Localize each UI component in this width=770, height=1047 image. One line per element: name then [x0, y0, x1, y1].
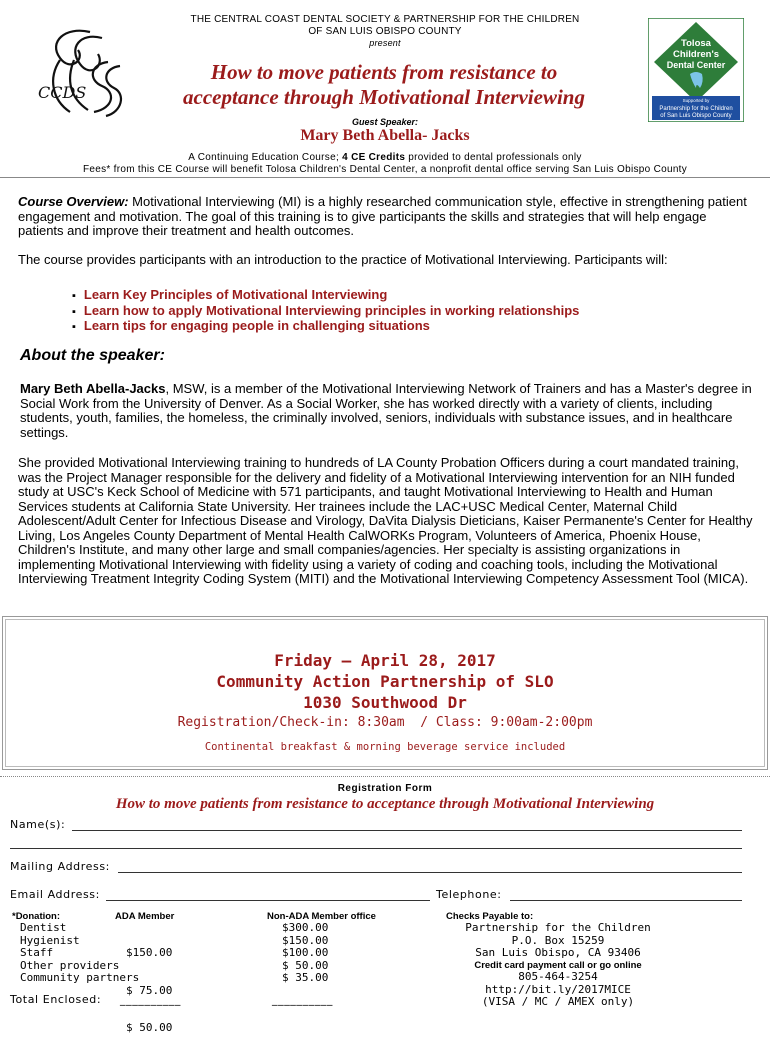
- total-enclosed-label: Total Enclosed:: [10, 993, 102, 1006]
- event-times: Registration/Check-in: 8:30am / Class: 9:00am-2:00pm: [177, 715, 593, 730]
- credit-card-header: Credit card payment call or go online: [474, 960, 642, 971]
- about-speaker-heading: About the speaker:: [20, 347, 165, 364]
- ada-price-hygienist: $ 75.00: [126, 983, 173, 997]
- total-enclosed-nonada-field[interactable]: __________: [272, 993, 333, 1006]
- present-label: present: [369, 38, 401, 48]
- svg-text:Supported by: Supported by: [682, 98, 710, 103]
- donation-roles: [20, 922, 139, 985]
- event-breakfast: Continental breakfast & morning beverage service included: [204, 741, 566, 753]
- names-field[interactable]: [72, 830, 742, 831]
- nonada-price-staff: $100.00: [282, 946, 329, 959]
- payment-phone: 805-464-3254: [518, 970, 598, 983]
- course-title-line-2: acceptance through Motivational Interviewing: [183, 85, 585, 109]
- mailing-address-field[interactable]: [118, 872, 742, 873]
- role-other-providers: Other providers: [20, 958, 120, 972]
- tolosa-dental-center-logo: [648, 18, 744, 122]
- header-divider: [0, 177, 770, 178]
- form-divider: [0, 776, 770, 777]
- speaker-bio-name: Mary Beth Abella-Jacks: [20, 381, 166, 396]
- total-enclosed-ada-field[interactable]: __________: [120, 993, 181, 1006]
- list-item: ▪ Learn how to apply Motivational Interviewing principles in working relationships: [72, 304, 722, 320]
- about-paragraph-1: Mary Beth Abella-Jacks, MSW, is a member of the Motivational Interviewing Network of Trainers and has a Master's degree in Social Work from the University of Denver. As a Social Worker, she has worked directly with a variety of clients, including students, youth, families, the homeless, the criminally involved, seniors, individuals with substance issues, and in healthcare settings.: [20, 381, 752, 440]
- ce-credits: 4 CE Credits: [342, 152, 406, 163]
- org-line-1: THE CENTRAL COAST DENTAL SOCIETY & PARTNERSHIP FOR THE CHILDREN: [190, 14, 580, 25]
- nonada-price-dentist: $300.00: [282, 921, 329, 934]
- fees-line: Fees* from this CE Course will benefit Tolosa Children's Dental Center, a nonprofit dental office serving San Luis Obispo County: [82, 164, 688, 175]
- registration-form-title: How to move patients from resistance to acceptance through Motivational Interviewing: [115, 796, 655, 812]
- donation-label: *Donation:: [12, 911, 61, 922]
- speaker-name: Mary Beth Abella- Jacks: [300, 127, 470, 144]
- registration-form-heading: Registration Form: [337, 783, 433, 794]
- course-intro: The course provides participants with an introduction to the practice of Motivational Interviewing. Participants will:: [18, 252, 668, 267]
- payment-url[interactable]: http://bit.ly/2017MICE: [485, 982, 631, 996]
- event-date: Friday – April 28, 2017: [274, 651, 496, 670]
- nonada-price-hygienist: $150.00: [282, 933, 329, 947]
- mailing-address-label: Mailing Address:: [10, 860, 110, 873]
- names-field-line-2[interactable]: [10, 848, 742, 849]
- ada-member-header: ADA Member: [115, 911, 175, 922]
- svg-text:of San Luis Obispo County: of San Luis Obispo County: [660, 113, 732, 119]
- ce-credits-line: A Continuing Education Course; 4 CE Credits provided to dental professionals only: [188, 152, 582, 163]
- learning-objectives-list: [72, 288, 722, 335]
- list-item: ▪ Learn tips for engaging people in challenging situations: [72, 319, 722, 335]
- ada-prices: [126, 922, 172, 1047]
- ada-price-staff: $ 50.00: [126, 1021, 173, 1034]
- nonada-price-other: $ 50.00: [282, 958, 329, 972]
- telephone-label: Telephone:: [436, 888, 502, 901]
- course-overview-label: Course Overview:: [18, 194, 129, 209]
- payee-po-box: P.O. Box 15259: [511, 933, 605, 947]
- event-address: 1030 Southwood Dr: [303, 693, 467, 712]
- course-title: [120, 60, 648, 110]
- checks-payable-header: Checks Payable to:: [446, 911, 534, 922]
- course-overview: Course Overview: Motivational Interviewing (MI) is a highly researched communication style, effective in strengthening patient engagement and motivation. The goal of this training is to give participants the skills and strategies that will help engage patients and improve their treatment and health outcomes.: [18, 194, 747, 238]
- role-staff: Staff: [20, 946, 54, 959]
- ada-price-dentist: $150.00: [126, 946, 173, 959]
- accepted-cards: (VISA / MC / AMEX only): [481, 995, 635, 1008]
- svg-text:Children's: Children's: [672, 49, 720, 60]
- course-title-line-1: How to move patients from resistance to: [210, 60, 558, 84]
- names-label: Name(s):: [10, 818, 66, 831]
- non-ada-prices: [282, 922, 328, 985]
- svg-text:Dental Center: Dental Center: [666, 60, 726, 70]
- nonada-price-community: $ 35.00: [282, 971, 329, 984]
- non-ada-member-header: Non-ADA Member office: [267, 911, 376, 922]
- ccds-logo-text: CCDS: [38, 83, 87, 102]
- about-paragraph-2: She provided Motivational Interviewing training to hundreds of LA County Probation Officers during a court mandated training, was the Project Manager responsible for the delivery and fidelity of a Motivational Interviewing intervention for an NIH funded study at USC's Keck School of Medicine with 571 participants, and taught Motivational Interviewing to Health and Human Services students at California State University. Her trainees include the LAC+USC Medical Center, Maternal Child Adolescent/Adult Center for Infectious Disease and Virology, DaVita Dialysis Dieticians, Kaiser Permanente's Center for Healthy Living, Los Angeles County Department of Mental Health CalWORKs Program, Volunteers of America, Phoenix House, Children's Institute, and many other large and small companies/agencies. Her specialty is assisting organizations in implementing Motivational Interviewing with fidelity using a variety of coding and coaching tools, including the Motivational Interviewing Treatment Integrity Coding System (MITI) and the Motivational Interviewing Competency Assessment Tool (MICA).: [18, 455, 753, 586]
- list-item: ▪ Learn Key Principles of Motivational Interviewing: [72, 288, 722, 304]
- role-dentist: Dentist: [20, 921, 67, 934]
- svg-text:Partnership for the Children: Partnership for the Children: [659, 106, 733, 112]
- email-label: Email Address:: [10, 888, 100, 901]
- credit-card-info: [448, 971, 668, 1009]
- telephone-field[interactable]: [510, 900, 742, 901]
- role-community-partners: Community partners: [20, 971, 140, 984]
- ccds-logo: [30, 20, 130, 120]
- org-line-2: OF SAN LUIS OBISPO COUNTY: [308, 26, 462, 37]
- email-field[interactable]: [106, 900, 430, 901]
- event-venue: Community Action Partnership of SLO: [216, 672, 554, 691]
- payee-city: San Luis Obispo, CA 93406: [475, 946, 641, 959]
- payee-name: Partnership for the Children: [465, 921, 651, 934]
- role-hygienist: Hygienist: [20, 933, 80, 947]
- svg-text:Tolosa: Tolosa: [681, 38, 711, 49]
- guest-speaker-label: Guest Speaker:: [351, 117, 419, 127]
- payee-address: [448, 922, 668, 960]
